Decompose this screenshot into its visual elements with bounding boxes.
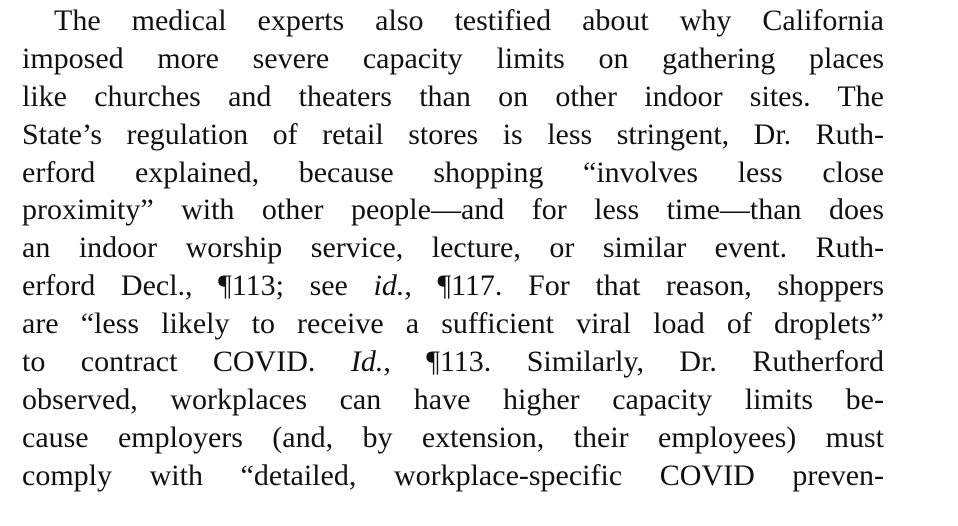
text-line: like churches and theaters than on other indoor sites. The	[22, 79, 884, 113]
text-line: The medical experts also testified about why California	[54, 4, 884, 37]
text-line: erford explained, because shopping “involves less close	[22, 155, 884, 189]
text-line: State’s regulation of retail stores is less stringent, Dr. Ruth-	[22, 117, 884, 151]
text-line: proximity” with other people—and for less time—than does	[22, 193, 884, 227]
text-line: cause employers (and, by extension, their employees) must	[22, 420, 884, 454]
text-segment: to contract COVID.	[22, 345, 351, 379]
text-line: are “less likely to receive a sufficient viral load of droplets”	[22, 307, 884, 341]
citation-italic: id.	[373, 269, 405, 303]
text-segment: erford Decl., ¶113; see	[22, 269, 374, 303]
text-line	[22, 343, 884, 381]
text-line	[22, 267, 884, 305]
text-line: imposed more severe capacity limits on gathering places	[22, 41, 884, 75]
text-line: comply with “detailed, workplace-specific COVID preven-	[22, 458, 884, 492]
text-line: an indoor worship service, lecture, or similar event. Ruth-	[22, 231, 884, 265]
text-segment: , ¶113. Similarly, Dr. Rutherford	[383, 345, 884, 379]
opinion-text-block	[22, 2, 884, 495]
text-line: observed, workplaces can have higher capacity limits be-	[22, 382, 884, 416]
text-segment: , ¶117. For that reason, shoppers	[404, 269, 884, 303]
citation-italic: Id.	[350, 345, 384, 379]
